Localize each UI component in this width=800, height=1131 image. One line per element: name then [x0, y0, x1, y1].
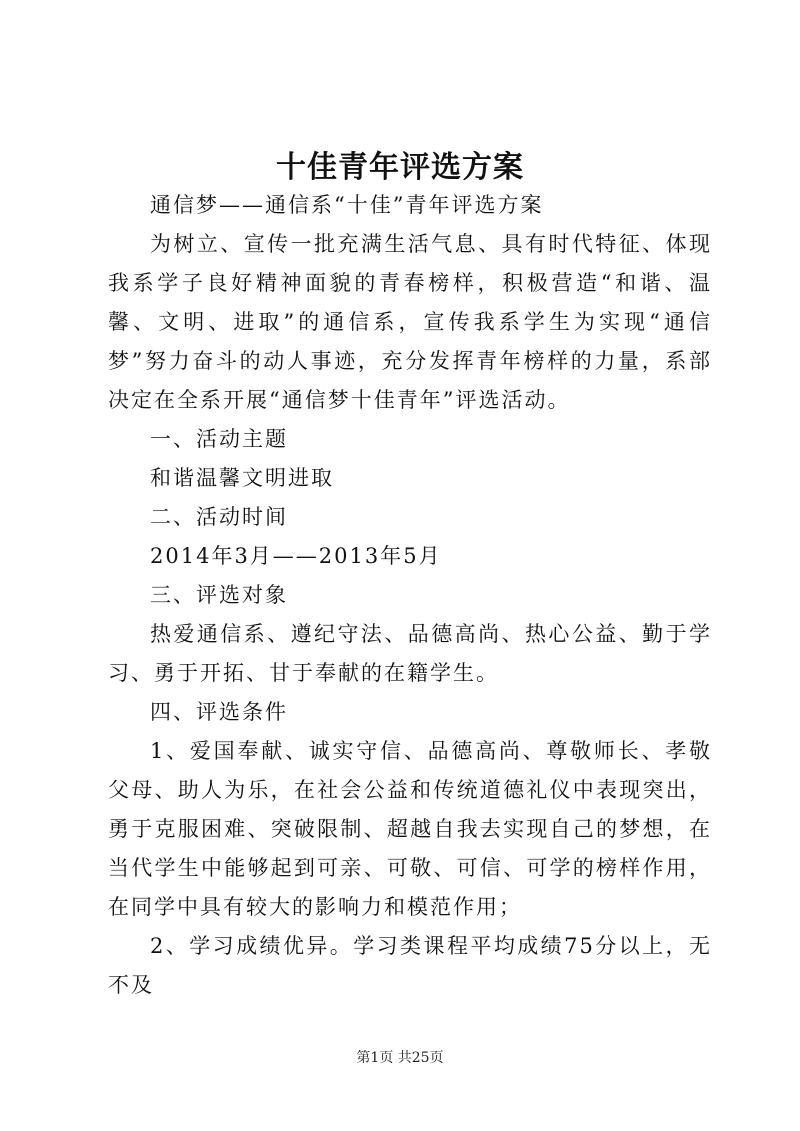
section-heading-theme: 一、活动主题: [150, 427, 288, 451]
theme-paragraph: 和谐温馨文明进取: [150, 466, 334, 490]
section-heading-time: 二、活动时间: [150, 505, 288, 529]
document-body: [108, 186, 712, 1005]
target-paragraph: 热爱通信系、遵纪守法、品德高尚、热心公益、勤于学习、勇于开拓、甘于奉献的在籍学生。: [108, 622, 712, 685]
section-heading-target: 三、评选对象: [150, 583, 288, 607]
page-footer: 第1页 共25页: [356, 1050, 444, 1066]
time-paragraph: 2014年3月——2013年5月: [150, 544, 442, 568]
section-heading-conditions: 四、评选条件: [150, 700, 288, 724]
document-title: 十佳青年评选方案: [276, 150, 524, 185]
condition-paragraph-2: 2、学习成绩优异。学习类课程平均成绩75分以上，无不及: [108, 934, 712, 997]
intro-paragraph: 为树立、宣传一批充满生活气息、具有时代特征、体现我系学子良好精神面貌的青春榜样，积极营造“和谐、温馨、文明、进取”的通信系，宣传我系学生为实现“通信梦”努力奋斗的动人事迹，充分发挥青年榜样的力量，系部决定在全系开展“通信梦十佳青年”评选活动。: [108, 232, 712, 412]
subtitle-paragraph: 通信梦——通信系“十佳”青年评选方案: [150, 193, 544, 217]
condition-paragraph-1: 1、爱国奉献、诚实守信、品德高尚、尊敬师长、孝敬父母、助人为乐，在社会公益和传统道德礼仪中表现突出，勇于克服困难、突破限制、超越自我去实现自己的梦想，在当代学生中能够起到可亲、可敬、可信、可学的榜样作用，在同学中具有较大的影响力和模范作用；: [108, 739, 712, 919]
